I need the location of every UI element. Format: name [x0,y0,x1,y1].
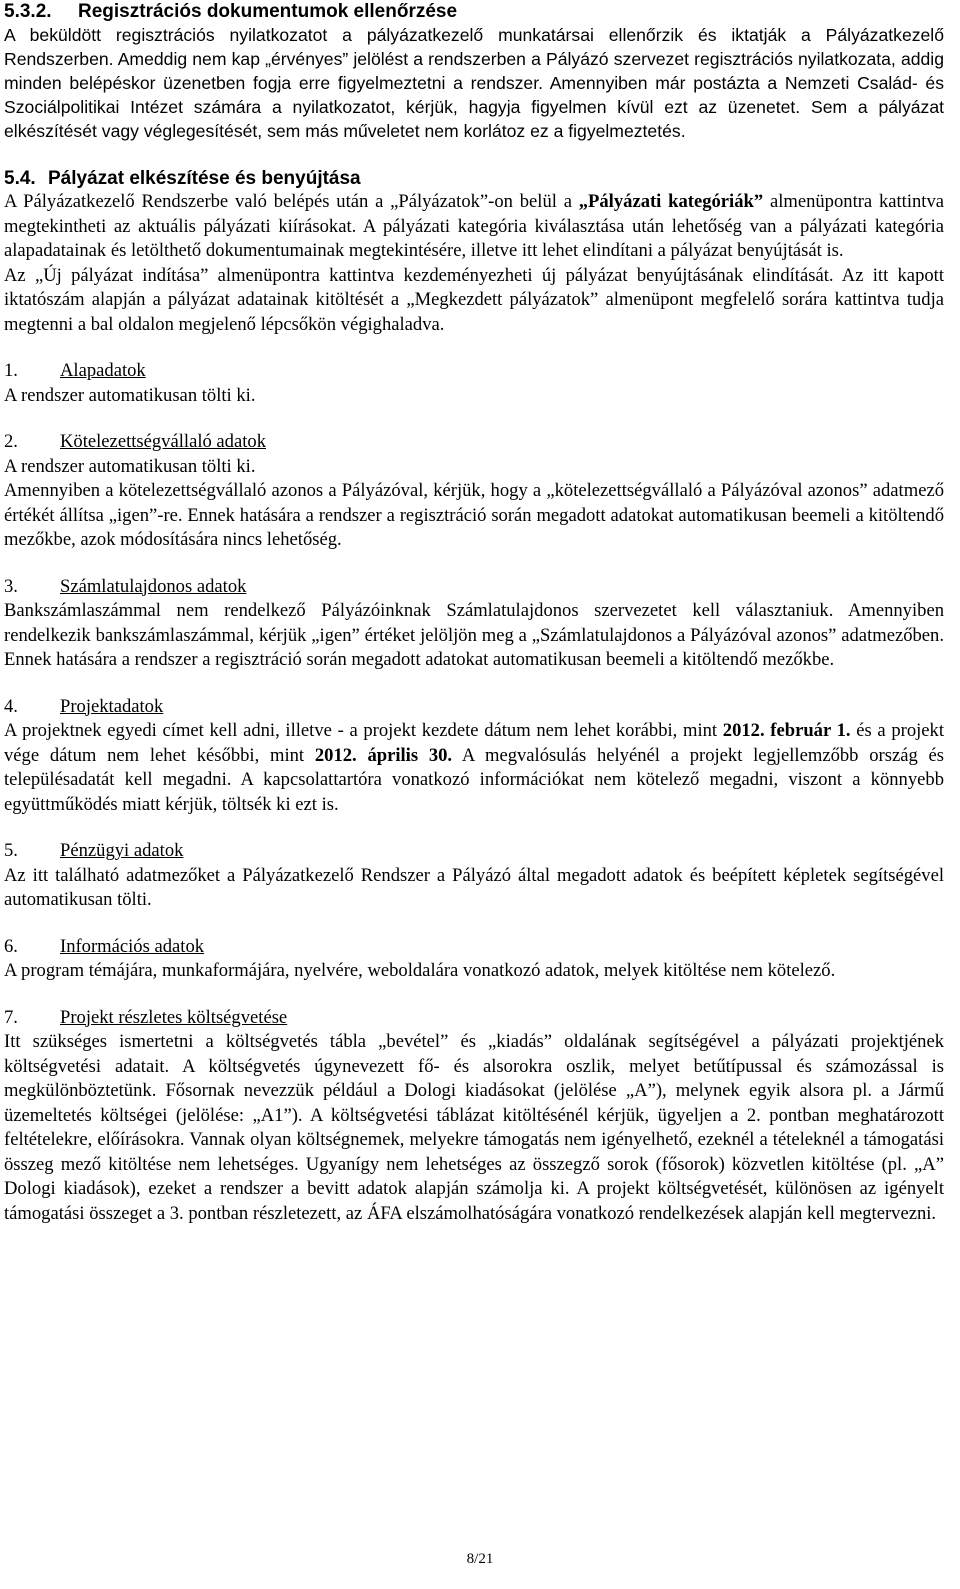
text-run: almenüpontra kattintva megtekintheti az aktuális pályázati kiírásokat. A pályázati kategória kiválasztása után lehetőség van a pályázati kategória alapadatainak és letölthető dokumentumainak megtekintésére, illetve itt lehet elindítani a pályázat benyújtását is. [4,191,945,261]
item-number: 1. [4,360,18,381]
section-heading-5-4 [4,167,944,190]
spacer [4,913,944,935]
item-heading-2 [4,430,944,455]
spacer [4,337,944,359]
item-number: 6. [4,935,18,957]
item-heading-1 [4,359,944,384]
document-page [4,0,944,1226]
item-number: 3. [4,575,18,597]
item-title: Információs adatok [60,935,205,957]
item-heading-3 [4,575,944,600]
spacer [4,984,944,1006]
bold-date: 2012. április 30. [314,744,453,766]
bold-menu-name: „Pályázati kategóriák” [578,191,764,212]
item-title: Kötelezettségvállaló adatok [60,431,266,452]
item-number: 2. [4,431,18,452]
item-1-body: A rendszer automatikusan tölti ki. [4,384,256,406]
item-title: Projektadatok [60,695,164,717]
text-run: A megvalósulás helyénél a projekt legjellemzőbb ország és településadatát kell megadni. A kapcsolattartóra vonatkozó információkat nem kötelező megadni, viszont a könnyebb együttműködés miatt kérjük, töltsék ki ezt is. [4,744,944,815]
item-5-body: Az itt található adatmezőket a Pályázatkezelő Rendszer a Pályázó által megadott adatok és beépített képletek segítségével automatikusan tölti. [4,864,944,910]
item-number: 7. [4,1006,18,1028]
spacer [4,143,944,167]
spacer [4,817,944,839]
text-run: és a projekt vége dátum nem lehet későbbi, mint [4,720,944,766]
spacer [4,673,944,695]
spacer [4,408,944,430]
item-title: Pénzügyi adatok [60,840,184,861]
item-number: 5. [4,840,18,861]
section-title: Pályázat elkészítése és benyújtása [48,168,361,189]
section-heading-5-3-2 [4,0,944,23]
section-title: Regisztrációs dokumentumok ellenőrzése [78,1,458,22]
spacer [4,553,944,575]
item-title: Alapadatok [60,360,146,381]
item-2-body-1: A rendszer automatikusan tölti ki. [4,455,256,477]
item-title: Számlatulajdonos adatok [60,575,247,597]
item-6-body: A program témájára, munkaformájára, nyelvére, weboldalára vonatkozó adatok, melyek kitöltése nem kötelező. [4,960,836,981]
item-heading-6 [4,935,944,960]
item-3-body: Bankszámlaszámmal nem rendelkező Pályázóinknak Számlatulajdonos szervezetet kell választaniuk. Amennyiben rendelkezik bankszámlaszámmal, kérjük „igen” értéket jelöljön meg a „Számlatulajdonos a Pályázóval azonos” adatmezőben. Ennek hatására a rendszer a regisztráció során megadott adatokat automatikusan beemeli a kitöltendő mezőkbe. [4,600,944,670]
item-heading-4 [4,695,944,720]
section-5-4-paragraph-1 [4,190,944,264]
item-title: Projekt részletes költségvetése [60,1006,288,1028]
item-heading-5 [4,839,944,864]
text-run: A projektnek egyedi címet kell adni, illetve - a projekt kezdete dátum nem lehet korábbi, mint [4,720,723,741]
text-run: A Pályázatkezelő Rendszerbe való belépés után a „Pályázatok”-on belül a [4,191,579,212]
section-5-3-2-body: A beküldött regisztrációs nyilatkozatot a pályázatkezelő munkatársai ellenőrzik és iktatják a Pályázatkezelő Rendszerben. Ameddig nem kap „érvényes” jelölést a rendszerben a Pályázó szervezet regisztrációs nyilatkozata, addig minden belépéskor üzenetben fogja erre figyelmeztetni a rendszer. Amennyiben már postázta a Nemzeti Család- és Szociálpolitikai Intézet számára a nyilatkozatot, kérjük, hagyja figyelmen kívül ezt az üzenetet. Sem a pályázat elkészítését vagy véglegesítését, sem más műveletet nem korlátoz ez a figyelmeztetés. [4,25,944,141]
item-number: 4. [4,695,18,717]
item-4-body [4,719,944,817]
page-number: 8/21 [466,1551,494,1567]
item-7-body: Itt szükséges ismertetni a költségvetés tábla „bevétel” és „kiadás” oldalának segítségével a pályázati projektjének költségvetési adatait. A költségvetés úgynevezett fő- és alsorokra oszlik, melyet betűtípussal és számozással is megkülönböztetünk. Fősornak nevezzük például a Dologi kiadásokat (jelölése „A”), melynek egyik alsora pl. a Jármű üzemeltetés költségei (jelölése: „A1”). A költségvetési táblázat kitöltésénél kérjük, ügyeljen a 2. pontban meghatározott feltételekre, előírásokra. Vannak olyan költségnemek, melyekre támogatás nem igényelhető, ezeknél a tételeknél a támogatási összeg mező kitöltése nem lehetséges. Ugyanígy nem lehetséges az összegző sorok (fősorok) közvetlen kitöltése (pl. „A” Dologi kiadások), ezeket a rendszer a bevitt adatok alapján számolja ki. A projekt költségvetését, különösen az igényelt támogatási összeget a 3. pontban részletezett, az ÁFA elszámolhatóságára vonatkozó rendelkezések alapján kell megtervezni. [4,1031,944,1224]
item-2-body-2: Amennyiben a kötelezettségvállaló azonos a Pályázóval, kérjük, hogy a „kötelezettségvállaló a Pályázóval azonos” adatmező értékét állítsa „igen”-re. Ennek hatására a rendszer a regisztráció során megadott adatokat automatikusan beemeli a kitöltendő mezőkbe, azok módosítására nincs lehetőség. [4,480,944,550]
item-heading-7 [4,1006,944,1031]
section-5-4-paragraph-2: Az „Új pályázat indítása” almenüpontra kattintva kezdeményezheti új pályázat benyújtásának elindítását. Az itt kapott iktatószám alapján a pályázat adatainak kitöltését a „Megkezdett pályázatok” almenüpont megfelelő sorára kattintva tudja megtenni a bal oldalon megjelenő lépcsőkön végighaladva. [4,264,944,335]
bold-date: 2012. február 1. [722,720,851,741]
section-number: 5.4. [4,168,36,189]
section-number: 5.3.2. [4,1,52,22]
